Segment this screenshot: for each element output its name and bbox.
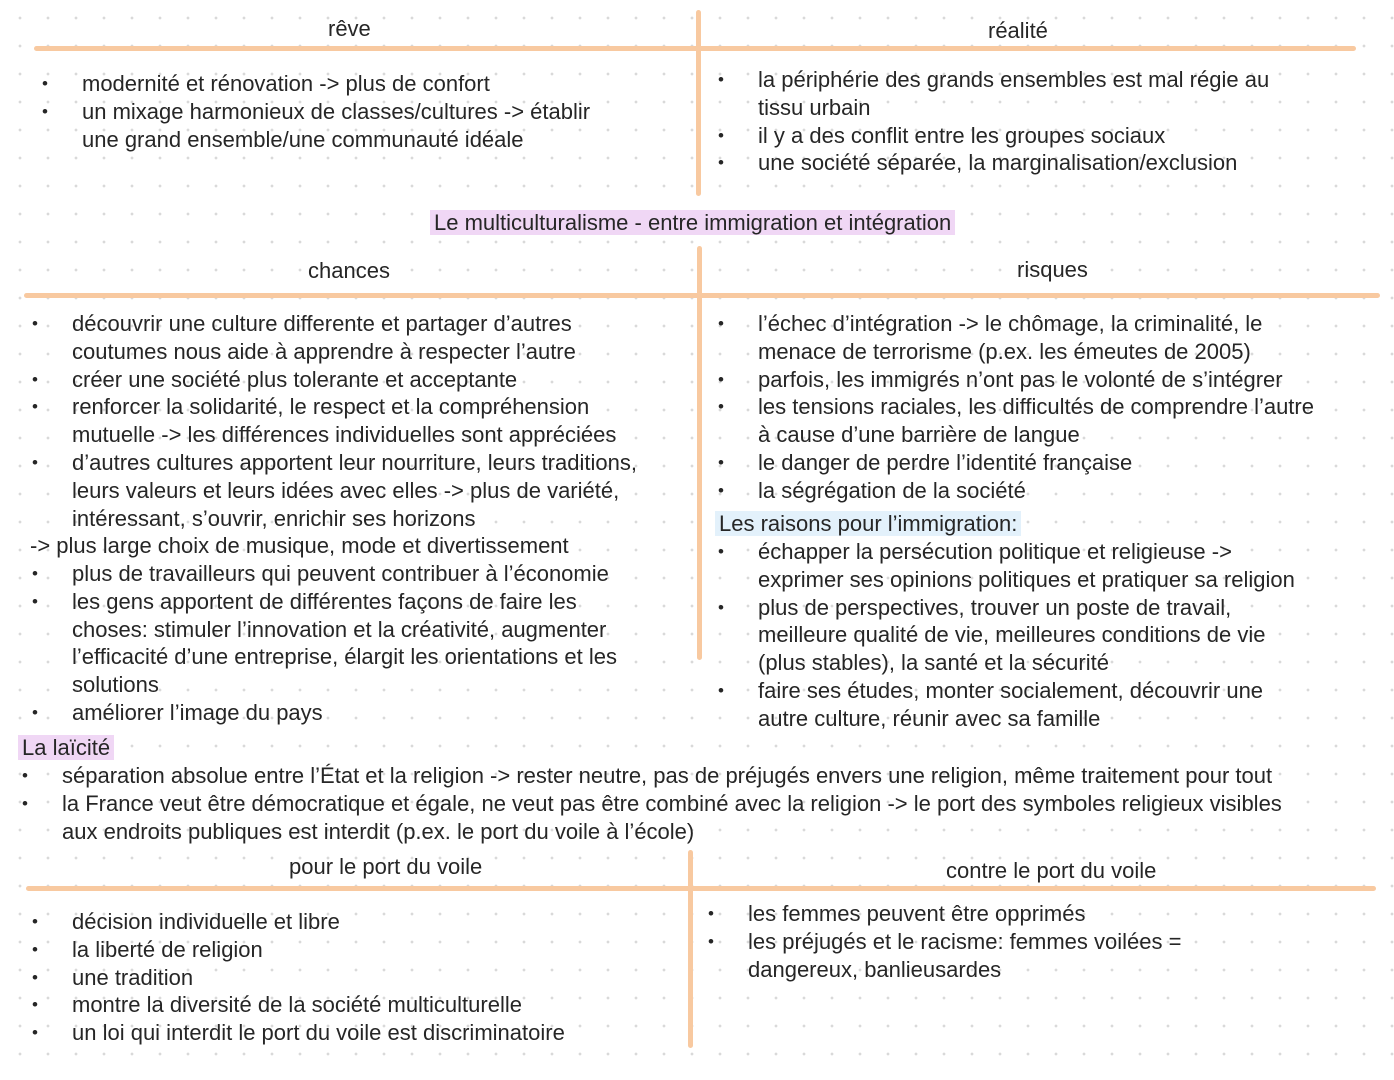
list-item-line: décision individuelle et libre — [72, 909, 340, 934]
list-item-line: plus de travailleurs qui peuvent contribuer à l’économie — [72, 561, 609, 586]
list-item — [710, 677, 1295, 733]
list-item — [24, 560, 617, 588]
list-item-line: un loi qui interdit le port du voile est discriminatoire — [72, 1020, 565, 1046]
list-item — [710, 594, 1295, 677]
realite-list — [710, 66, 1269, 177]
list-item-line: améliorer l’image du pays — [72, 699, 323, 725]
list-item — [24, 310, 637, 366]
divider-vertical-1 — [696, 10, 701, 196]
list-item — [700, 928, 1181, 984]
list-item — [24, 1019, 565, 1047]
chances-note: -> plus large choix de musique, mode et divertissement — [30, 533, 569, 558]
list-item — [24, 393, 637, 449]
laicite-list — [14, 762, 1282, 845]
list-item-line: mutuelle -> les différences individuelles sont appréciées — [72, 422, 617, 448]
list-item — [710, 393, 1314, 449]
list-item-line: faire ses études, monter socialement, découvrir une — [758, 677, 1264, 703]
list-item-line: parfois, les immigrés n’ont pas le volonté de s’intégrer — [758, 366, 1283, 392]
list-item-line: échapper la persécution politique et religieuse -> — [758, 539, 1232, 564]
risques-list — [710, 310, 1314, 505]
list-item — [14, 762, 1282, 790]
list-item — [710, 310, 1314, 366]
pour-voile-header: pour le port du voile — [289, 854, 483, 879]
list-item-line: le danger de perdre l’identité française — [758, 449, 1133, 475]
list-item-line: l’efficacité d’une entreprise, élargit les orientations et les — [72, 644, 618, 670]
list-item-line: intéressant, s’ouvrir, enrichir ses horizons — [72, 505, 476, 531]
list-item — [710, 66, 1269, 122]
list-item-line: menace de terrorisme (p.ex. les émeutes de 2005) — [758, 338, 1251, 364]
list-item — [710, 122, 1269, 150]
list-item-line: exprimer ses opinions politiques et pratiquer sa religion — [758, 566, 1295, 592]
realite-header: réalité — [988, 18, 1048, 43]
list-item — [710, 449, 1314, 477]
risques-header: risques — [1017, 257, 1088, 282]
list-item-line: d’autres cultures apportent leur nourriture, leurs traditions, — [72, 449, 637, 475]
list-item-line: les tensions raciales, les difficultés de comprendre l’autre — [758, 394, 1314, 420]
list-item-line: une grand ensemble/une communauté idéale — [82, 126, 524, 152]
list-item-line: plus de perspectives, trouver un poste de travail, — [758, 594, 1232, 620]
list-item-line: une société séparée, la marginalisation/exclusion — [758, 150, 1238, 176]
list-item-line: séparation absolue entre l’État et la religion -> rester neutre, pas de préjugés envers une religion, même traitement pour tout — [62, 763, 1273, 788]
list-item — [24, 366, 637, 394]
raisons-title — [715, 510, 1021, 537]
list-item-line: la ségrégation de la société — [758, 477, 1026, 503]
multiculturalisme-title — [430, 209, 955, 236]
multiculturalisme-title-text: Le multiculturalisme - entre immigration et intégration — [430, 210, 955, 235]
list-item-line: découvrir une culture differente et partager d’autres — [72, 311, 572, 336]
list-item — [24, 964, 565, 992]
list-item-line: les préjugés et le racisme: femmes voilées = — [748, 928, 1182, 954]
list-item — [710, 538, 1295, 594]
list-item — [24, 699, 617, 727]
list-item-line: à cause d’une barrière de langue — [758, 422, 1080, 448]
list-item-line: autre culture, réunir avec sa famille — [758, 705, 1101, 731]
reve-header: rêve — [328, 16, 371, 41]
list-item-line: il y a des conflit entre les groupes sociaux — [758, 122, 1166, 148]
list-item — [710, 149, 1269, 177]
divider-horizontal-3 — [26, 886, 1376, 891]
list-item — [24, 908, 565, 936]
raisons-list — [710, 538, 1295, 733]
list-item — [710, 366, 1314, 394]
list-item-line: meilleure qualité de vie, meilleures conditions de vie — [758, 622, 1266, 648]
list-item-line: la France veut être démocratique et égale, ne veut pas être combiné avec la religion -> le port des symboles religieux visibles — [62, 790, 1282, 816]
raisons-title-text: Les raisons pour l’immigration: — [715, 511, 1021, 536]
list-item — [700, 900, 1181, 928]
list-item-line: une tradition — [72, 964, 194, 990]
list-item — [710, 477, 1314, 505]
list-item-line: la périphérie des grands ensembles est mal régie au — [758, 67, 1270, 92]
contre-voile-header: contre le port du voile — [946, 858, 1157, 883]
chances-header: chances — [308, 258, 390, 283]
chances-list-a — [24, 310, 637, 532]
list-item-line: dangereux, banlieusardes — [748, 956, 1002, 982]
list-item — [24, 991, 565, 1019]
reve-list — [34, 70, 590, 153]
list-item-line: coutumes nous aide à apprendre à respecter l’autre — [72, 338, 576, 364]
list-item-line: un mixage harmonieux de classes/cultures -> établir — [82, 98, 591, 124]
list-item-line: montre la diversité de la société multiculturelle — [72, 992, 522, 1018]
pour-voile-list — [24, 908, 565, 1047]
chances-list-b — [24, 560, 617, 727]
list-item-line: modernité et rénovation -> plus de confort — [82, 71, 490, 96]
laicite-title-text: La laïcité — [18, 735, 114, 760]
list-item — [24, 936, 565, 964]
list-item — [14, 790, 1282, 846]
divider-vertical-2 — [697, 246, 702, 660]
list-item — [24, 588, 617, 699]
list-item-line: créer une société plus tolerante et acceptante — [72, 366, 518, 392]
list-item-line: leurs valeurs et leurs idées avec elles -> plus de variété, — [72, 477, 620, 503]
list-item-line: choses: stimuler l’innovation et la créativité, augmenter — [72, 616, 607, 642]
list-item — [34, 98, 590, 154]
divider-horizontal-2 — [24, 293, 1380, 298]
list-item-line: renforcer la solidarité, le respect et la compréhension — [72, 394, 590, 420]
list-item-line: solutions — [72, 672, 159, 698]
list-item-line: (plus stables), la santé et la sécurité — [758, 650, 1109, 676]
list-item-line: les femmes peuvent être opprimés — [748, 901, 1086, 926]
divider-horizontal-1 — [34, 46, 1356, 51]
list-item — [34, 70, 590, 98]
list-item-line: aux endroits publiques est interdit (p.ex. le port du voile à l’école) — [62, 818, 695, 844]
list-item-line: les gens apportent de différentes façons de faire les — [72, 588, 577, 614]
list-item — [24, 449, 637, 532]
list-item-line: l’échec d’intégration -> le chômage, la criminalité, le — [758, 311, 1263, 336]
list-item-line: la liberté de religion — [72, 936, 263, 962]
divider-vertical-3 — [688, 850, 693, 1048]
contre-voile-list — [700, 900, 1181, 983]
list-item-line: tissu urbain — [758, 94, 871, 120]
laicite-title — [18, 734, 114, 761]
